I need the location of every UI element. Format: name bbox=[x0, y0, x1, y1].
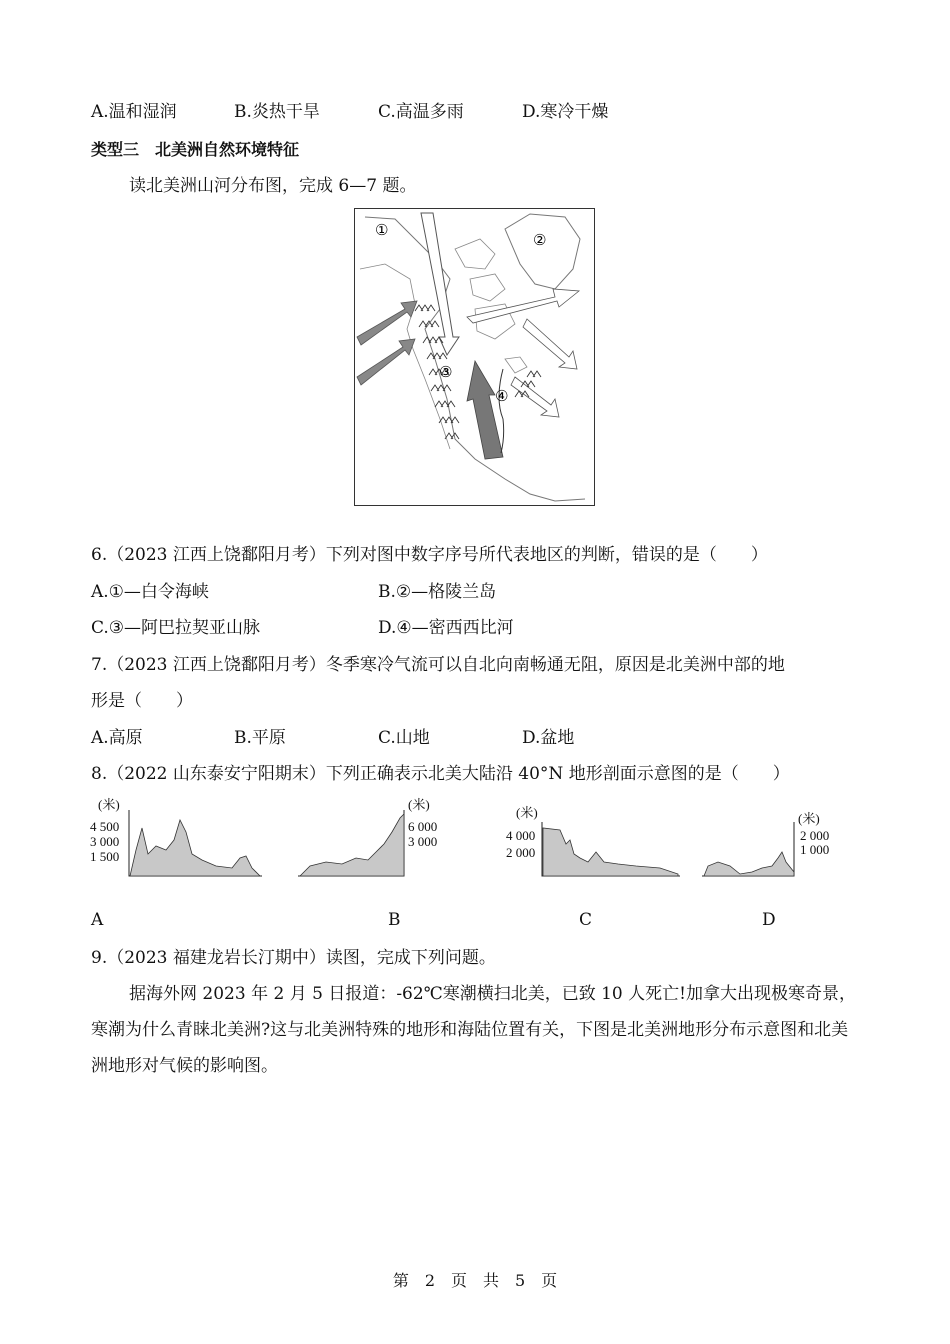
map-label-2: ② bbox=[533, 231, 547, 249]
q6-option-a: A.①—白令海峡 bbox=[91, 582, 209, 602]
profile-a-unit: (米) bbox=[98, 797, 120, 812]
q7-option-b: B.平原 bbox=[234, 728, 286, 748]
profile-a-letter: A bbox=[91, 910, 104, 930]
profile-b-tick-1: 6 000 bbox=[408, 819, 438, 834]
profile-b-unit: (米) bbox=[408, 797, 430, 812]
profile-d-letter: D bbox=[762, 910, 776, 930]
q6-option-c: C.③—阿巴拉契亚山脉 bbox=[91, 618, 261, 638]
map-label-3: ③ bbox=[439, 363, 453, 381]
profile-a-chart bbox=[126, 810, 264, 878]
profile-c-chart bbox=[540, 822, 682, 878]
q5-option-b: B.炎热干旱 bbox=[234, 102, 320, 122]
page-footer: 第 2 页 共 5 页 bbox=[392, 1271, 558, 1290]
profile-b-chart bbox=[296, 810, 408, 878]
profile-a-tick-1: 4 500 bbox=[90, 819, 120, 834]
q6-stem: 6.（2023 江西上饶鄱阳月考）下列对图中数字序号所代表地区的判断，错误的是（ ） bbox=[91, 545, 768, 565]
profile-a-tick-3: 1 500 bbox=[90, 849, 120, 864]
q9-paragraph: 据海外网 2023 年 2 月 5 日报道：-62℃寒潮横扫北美，已致 10 人死亡!加拿大出现极寒奇景，寒潮为什么青睐北美洲?这与北美洲特殊的地形和海陆位置有关，下图是北美洲地形分布示意图和北美洲地形对气候的影响图。 bbox=[91, 984, 856, 1076]
map-label-4: ④ bbox=[495, 387, 509, 405]
map-drawing bbox=[355, 209, 594, 505]
q9-stem: 9.（2023 福建龙岩长汀期中）读图，完成下列问题。 bbox=[91, 948, 496, 968]
profile-d-chart bbox=[700, 822, 798, 878]
profile-b-tick-2: 3 000 bbox=[408, 834, 438, 849]
profile-a-tick-2: 3 000 bbox=[90, 834, 120, 849]
q5-option-a: A.温和湿润 bbox=[91, 102, 177, 122]
north-america-map bbox=[354, 208, 595, 506]
profile-d-tick-1: 2 000 bbox=[800, 828, 830, 843]
q7-stem-line1: 7.（2023 江西上饶鄱阳月考）冬季寒冷气流可以自北向南畅通无阻，原因是北美洲中部的地 bbox=[91, 655, 785, 675]
q6-option-b: B.②—格陵兰岛 bbox=[378, 582, 497, 602]
section-title: 类型三 北美洲自然环境特征 bbox=[91, 140, 300, 159]
profile-d-tick-2: 1 000 bbox=[800, 842, 830, 857]
q5-option-c: C.高温多雨 bbox=[378, 102, 464, 122]
q7-stem-line2: 形是（ ） bbox=[91, 691, 193, 711]
q7-option-a: A.高原 bbox=[91, 728, 143, 748]
profile-c-unit: (米) bbox=[516, 805, 538, 820]
q7-option-c: C.山地 bbox=[378, 728, 430, 748]
q7-option-d: D.盆地 bbox=[522, 728, 575, 748]
profile-b-letter: B bbox=[388, 910, 401, 930]
q6-option-d: D.④—密西西比河 bbox=[378, 618, 514, 638]
profile-c-tick-2: 2 000 bbox=[506, 845, 536, 860]
map-intro: 读北美洲山河分布图，完成 6—7 题。 bbox=[129, 176, 417, 196]
profile-c-tick-1: 4 000 bbox=[506, 828, 536, 843]
q5-option-d: D.寒冷干燥 bbox=[522, 102, 609, 122]
profile-d-unit: (米) bbox=[798, 811, 820, 826]
q8-stem: 8.（2022 山东泰安宁阳期末）下列正确表示北美大陆沿 40°N 地形剖面示意图的是（ ） bbox=[91, 764, 790, 784]
profile-c-letter: C bbox=[579, 910, 593, 930]
map-label-1: ① bbox=[375, 221, 389, 239]
